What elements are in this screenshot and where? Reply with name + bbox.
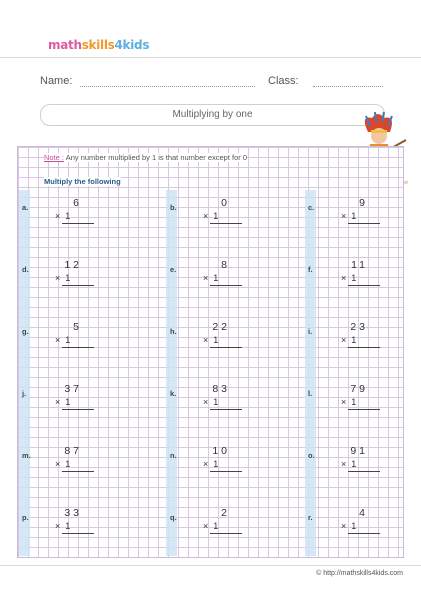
problem-number: 23 xyxy=(350,321,368,333)
problem-label: o. xyxy=(308,451,315,460)
answer-line xyxy=(62,533,94,534)
footer-credit: © http://mathskills4kids.com xyxy=(316,570,403,577)
problem-number: 12 xyxy=(64,259,82,271)
note-label: Note : xyxy=(44,153,65,162)
problem-label: f. xyxy=(308,265,313,274)
problem-label: q. xyxy=(170,513,177,522)
worksheet-title: Multiplying by one xyxy=(40,104,385,126)
problem-number: 79 xyxy=(350,383,368,395)
problem-number: 2 xyxy=(221,507,230,519)
problem-multiplier xyxy=(203,521,218,531)
name-label: Name: xyxy=(40,75,73,87)
problem-number: 4 xyxy=(359,507,368,519)
answer-line xyxy=(348,347,380,348)
multiplier-value: 1 xyxy=(65,211,71,221)
problem-multiplier xyxy=(341,273,356,283)
problem-multiplier xyxy=(55,335,70,345)
multiply-symbol: × xyxy=(203,335,209,345)
multiply-symbol: × xyxy=(55,459,61,469)
multiply-symbol: × xyxy=(341,521,347,531)
problem-number: 91 xyxy=(350,445,368,457)
multiply-symbol: × xyxy=(203,397,209,407)
problem-multiplier xyxy=(55,273,70,283)
problem-multiplier xyxy=(203,335,218,345)
multiply-symbol: × xyxy=(55,273,61,283)
multiply-symbol: × xyxy=(341,211,347,221)
multiply-symbol: × xyxy=(55,521,61,531)
logo-part-1: math xyxy=(48,38,82,52)
problem-multiplier xyxy=(341,335,356,345)
instruction: Multiply the following xyxy=(44,177,121,186)
class-label: Class: xyxy=(268,75,299,87)
problem-multiplier xyxy=(341,397,356,407)
answer-line xyxy=(62,347,94,348)
problem-multiplier xyxy=(55,397,70,407)
note xyxy=(44,153,247,162)
answer-line xyxy=(62,285,94,286)
column-strip-3 xyxy=(305,190,316,556)
note-text: Any number multiplied by 1 is that number except for 0 xyxy=(65,153,248,162)
multiplier-value: 1 xyxy=(213,459,219,469)
multiplier-value: 1 xyxy=(65,521,71,531)
multiplier-value: 1 xyxy=(213,273,219,283)
problem-number: 0 xyxy=(221,197,230,209)
problem-number: 11 xyxy=(351,259,368,271)
column-strip-1 xyxy=(19,190,30,556)
top-divider xyxy=(0,57,421,58)
answer-line xyxy=(348,285,380,286)
multiplier-value: 1 xyxy=(351,397,357,407)
answer-line xyxy=(210,285,242,286)
multiplier-value: 1 xyxy=(351,335,357,345)
problem-label: c. xyxy=(308,203,315,212)
answer-line xyxy=(348,409,380,410)
problem-label: j. xyxy=(22,389,27,398)
logo xyxy=(48,38,149,52)
answer-line xyxy=(210,409,242,410)
multiplier-value: 1 xyxy=(351,459,357,469)
problem-label: m. xyxy=(22,451,31,460)
answer-line xyxy=(348,223,380,224)
problem-number: 6 xyxy=(73,197,82,209)
problem-multiplier xyxy=(203,397,218,407)
answer-line xyxy=(210,347,242,348)
problem-multiplier xyxy=(341,521,356,531)
problem-multiplier xyxy=(203,273,218,283)
multiplier-value: 1 xyxy=(351,211,357,221)
problem-label: l. xyxy=(308,389,313,398)
multiply-symbol: × xyxy=(203,521,209,531)
problem-label: g. xyxy=(22,327,29,336)
name-field[interactable] xyxy=(80,86,255,87)
problem-label: e. xyxy=(170,265,177,274)
problem-number: 5 xyxy=(73,321,82,333)
multiply-symbol: × xyxy=(341,335,347,345)
problem-label: b. xyxy=(170,203,177,212)
multiplier-value: 1 xyxy=(65,335,71,345)
problem-label: a. xyxy=(22,203,29,212)
footer-divider xyxy=(0,565,421,566)
problem-multiplier xyxy=(203,459,218,469)
problem-number: 8 xyxy=(221,259,230,271)
answer-line xyxy=(348,471,380,472)
problem-multiplier xyxy=(55,211,70,221)
class-field[interactable] xyxy=(313,86,383,87)
answer-line xyxy=(210,223,242,224)
multiplier-value: 1 xyxy=(213,211,219,221)
multiply-symbol: × xyxy=(203,211,209,221)
problem-label: r. xyxy=(308,513,313,522)
multiplier-value: 1 xyxy=(65,459,71,469)
problem-number: 33 xyxy=(64,507,82,519)
answer-line xyxy=(210,533,242,534)
multiply-symbol: × xyxy=(203,459,209,469)
multiply-symbol: × xyxy=(55,211,61,221)
answer-line xyxy=(62,223,94,224)
logo-part-2: skills xyxy=(81,38,115,52)
multiplier-value: 1 xyxy=(65,273,71,283)
problem-multiplier xyxy=(55,459,70,469)
problem-multiplier xyxy=(341,211,356,221)
problem-label: k. xyxy=(170,389,177,398)
multiply-symbol: × xyxy=(203,273,209,283)
multiply-symbol: × xyxy=(55,335,61,345)
answer-line xyxy=(348,533,380,534)
answer-line xyxy=(62,471,94,472)
multiplier-value: 1 xyxy=(213,521,219,531)
multiplier-value: 1 xyxy=(213,397,219,407)
multiplier-value: 1 xyxy=(65,397,71,407)
multiply-symbol: × xyxy=(341,273,347,283)
problem-number: 9 xyxy=(359,197,368,209)
column-strip-2 xyxy=(166,190,177,556)
answer-line xyxy=(62,409,94,410)
problem-number: 83 xyxy=(212,383,230,395)
logo-part-3: 4kids xyxy=(114,38,150,52)
answer-line xyxy=(210,471,242,472)
problem-multiplier xyxy=(203,211,218,221)
problem-label: p. xyxy=(22,513,29,522)
problem-multiplier xyxy=(341,459,356,469)
problem-number: 10 xyxy=(212,445,230,457)
multiply-symbol: × xyxy=(55,397,61,407)
problem-label: d. xyxy=(22,265,29,274)
multiply-symbol: × xyxy=(341,459,347,469)
problem-number: 87 xyxy=(64,445,82,457)
problem-label: h. xyxy=(170,327,177,336)
multiplier-value: 1 xyxy=(351,273,357,283)
multiplier-value: 1 xyxy=(213,335,219,345)
problem-multiplier xyxy=(55,521,70,531)
problem-label: n. xyxy=(170,451,177,460)
multiplier-value: 1 xyxy=(351,521,357,531)
problem-label: i. xyxy=(308,327,313,336)
multiply-symbol: × xyxy=(341,397,347,407)
problem-number: 37 xyxy=(64,383,82,395)
problem-number: 22 xyxy=(212,321,230,333)
